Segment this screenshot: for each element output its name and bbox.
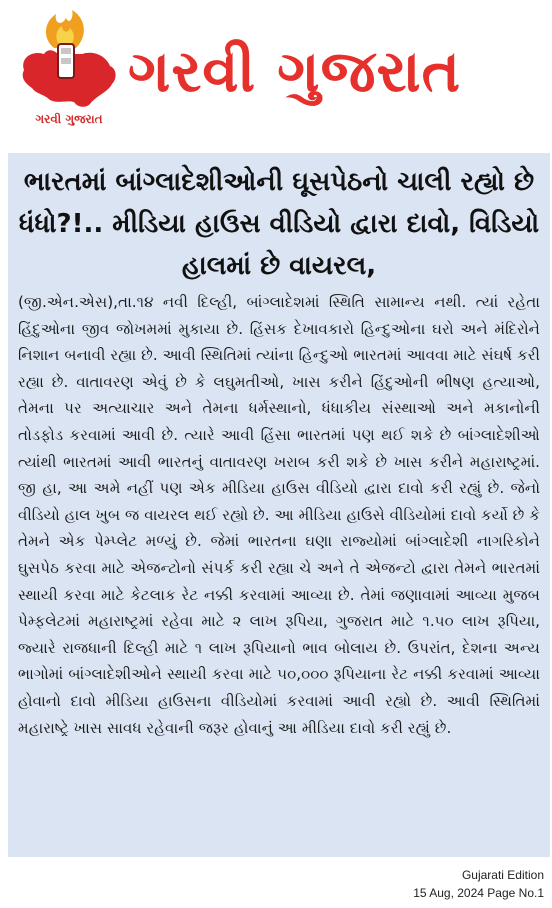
article [8,153,550,857]
article-headline: ભારતમાં બાંગ્લાદેશીઓની ઘૂસપેઠનો ચાલી રહ્યો છે ધંધો?!.. મીડિયા હાઉસ વીડિયો દ્વારા દાવો, વિડિયો હાલમાં છે વાયરલ, [18,167,540,281]
article-body: (જી.એન.એસ),તા.૧૪ નવી દિલ્હી, બાંગ્લાદેશમાં સ્થિતિ સામાન્ય નથી. ત્યાં રહેતા હિંદુઓના જીવ જોખમમાં મુકાયા છે. હિંસક દેખાવકારો હિન્દુઓના ઘરો અને મંદિરોને નિશાન બનાવી રહ્યા છે. આવી સ્થિતિમાં ત્યાંના હિન્દુઓ ભારતમાં આવવા માટે સંઘર્ષ કરી રહ્યા છે. વાતાવરણ એવું છે કે લઘુમતીઓ, ખાસ કરીને હિંદુઓની ભીષણ હત્યાઓ, તેમના પર અત્યાચાર અને તેમના ધર્મસ્થાનો, ધંધાકીય સંસ્થાઓ અને મકાનોની તોડફોડ કરવામાં આવી છે. ત્યારે આવી હિંસા ભારતમાં પણ થઈ શકે છે બાંગ્લાદેશીઓ ત્યાંથી ભારતમાં આવી ભારતનું વાતાવરણ ખરાબ કરી શકે છે ખાસ કરીને મહારાષ્ટ્રમાં. જી હા, આ અમે નહીં પણ એક મીડિયા હાઉસ વીડિયો દ્વારા દાવો કરી રહ્યું છે. જેનો વીડિયો હાલ ખુબ જ વાયરલ થઈ રહ્યો છે. આ મીડિયા હાઉસે વીડિયોમાં દાવો કર્યો છે કે તેમને એક પેમ્પ્લેટ મળ્યું છે. જેમાં ભારતના ઘણા રાજ્યોમાં બાંગ્લાદેશી નાગરિકોને ઘુસપેઠ કરવા માટે એજન્ટોનો સંપર્ક કરી રહ્યા ચે અને તે એજન્ટો દ્વારા તેમને ભારતમાં સ્થાયી કરવા માટે કેટલાક રેટ નક્કી કરવામાં આવ્યા છે. તેમાં જણાવામાં આવ્યા મુજબ પેમ્ફલેટમાં મહારાષ્ટ્રમાં રહેવા માટે ૨ લાખ રૂપિયા, ગુજરાત માટે ૧.૫૦ લાખ રૂપિયા, જ્યારે રાજધાની દિલ્હી માટે ૧ લાખ રૂપિયાનો ભાવ બોલાય છે. ઉપરાંત, દેશના અન્ય ભાગોમાં બાંગ્લાદેશીઓને સ્થાયી કરવા માટે ૫૦,૦૦૦ રૂપિયાના રેટ નક્કી કરવામાં આવ્યા હોવાનો દાવો મીડિયા હાઉસના વીડિયોમાં કરવામાં આવી રહ્યો છે. આવી સ્થિતિમાં મહારાષ્ટ્રે ખાસ સાવધ રહેવાની જરૂર હોવાનું આ મીડિયા દાવો કરી રહ્યું છે. [18,293,540,737]
brand-name: ગરવી ગુજરાત [128,37,462,105]
edition-label: Gujarati Edition [461,868,544,882]
torch-over-gujarat-map-icon [14,8,124,112]
edition-info [413,866,544,902]
brand-logo [14,8,124,133]
masthead [0,0,552,140]
date-page-label: 15 Aug, 2024 Page No.1 [413,886,544,900]
logo-caption: ગરવી ગુજરાત [35,112,103,126]
